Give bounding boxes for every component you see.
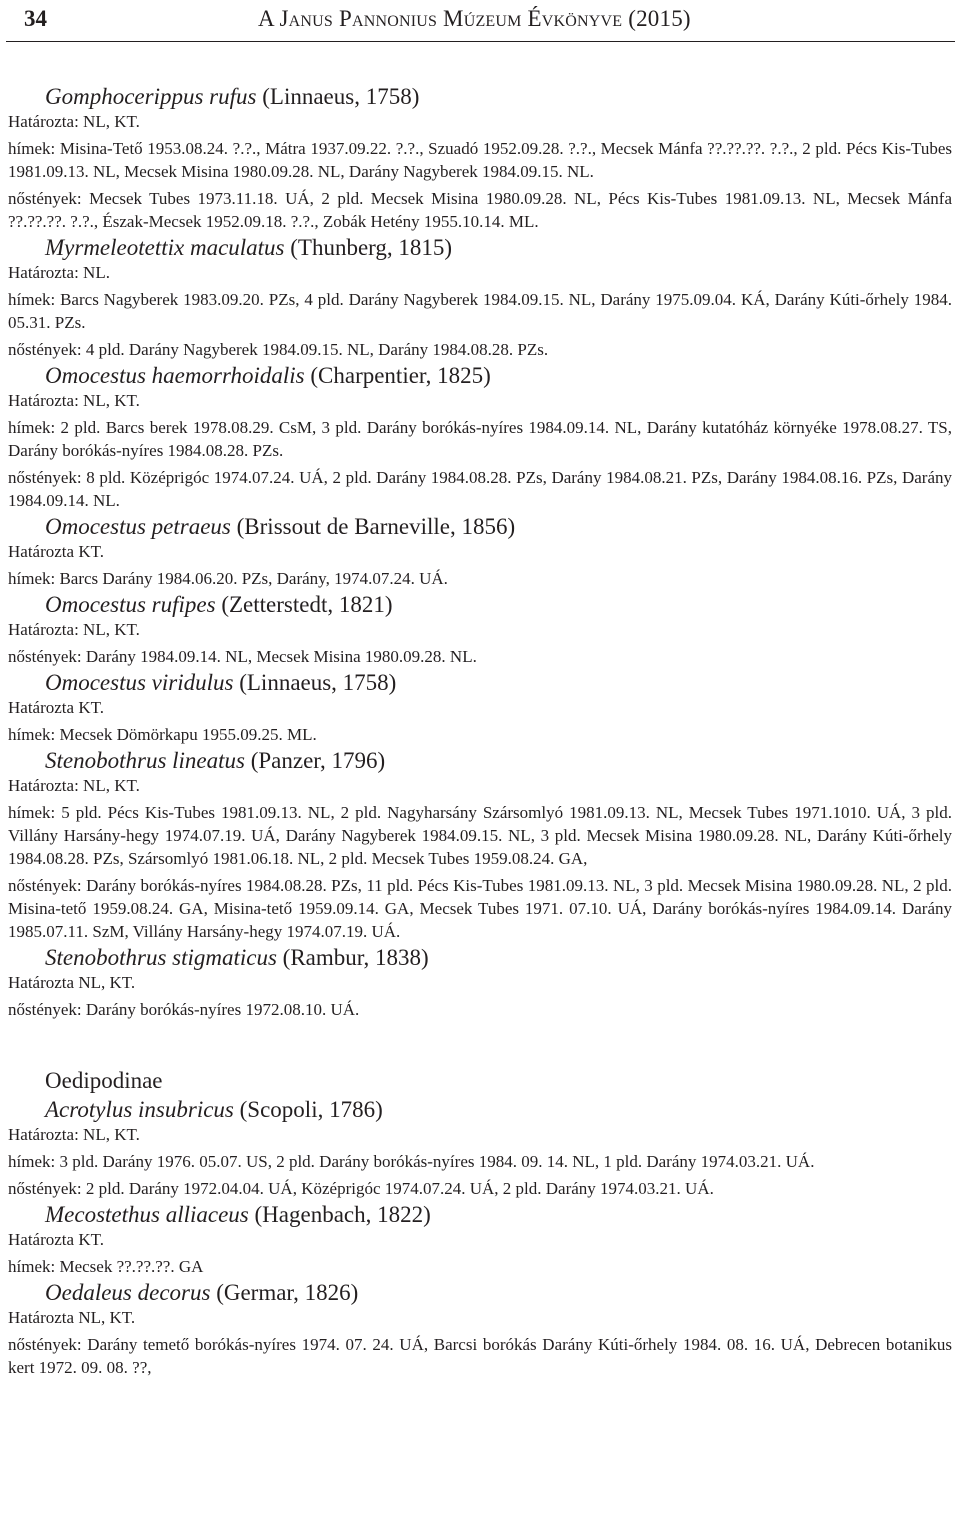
species-entry-stenobothrus-stigmaticus — [8, 943, 952, 1021]
species-author: (Germar, 1826) — [210, 1280, 359, 1305]
species-heading — [45, 361, 952, 390]
determined-by: Határozta: NL, KT. — [8, 391, 140, 410]
species-author: (Hagenbach, 1822) — [248, 1202, 431, 1227]
species-author: (Panzer, 1796) — [244, 748, 386, 773]
specimen-record: hímek: Barcs Darány 1984.06.20. PZs, Darány, 1974.07.24. UÁ. — [8, 569, 448, 588]
species-heading — [45, 668, 952, 697]
species-author: (Zetterstedt, 1821) — [215, 592, 393, 617]
gomphocerinae-entries — [8, 82, 952, 1021]
specimen-record: nőstények: Darány temető borókás-nyíres 1974. 07. 24. UÁ, Barcsi borókás Darány Kúti-őrhely 1984. 08. 16. UÁ, Debrecen botanikus kert 1972. 09. 08. ??, — [8, 1335, 952, 1377]
specimen-record: hímek: 5 pld. Pécs Kis-Tubes 1981.09.13. NL, 2 pld. Nagyharsány Szársomlyó 1981.09.13. NL, Mecsek Tubes 1971.1010. UÁ, 3 pld. Villány Harsány-hegy 1974.07.19. UÁ, Darány Nagyberek 1984.09.15. NL, 3 pld. Mecsek Misina 1980.09.28. NL, Darány Kúti-őrhely 1984.08.28. PZs, Szársomlyó 1981.06.18. NL, 2 pld. Mecsek Tubes 1959.08.24. GA, — [8, 803, 952, 868]
species-heading — [45, 746, 952, 775]
specimen-record: hímek: Misina-Tető 1953.08.24. ?.?., Mátra 1937.09.22. ?.?., Szuadó 1952.09.28. ?.?., Mecsek Mánfa ??.??.??. ?.?., 2 pld. Pécs Kis-Tubes 1981.09.13. NL, Mecsek Misina 1980.09.28. NL, Darány Nagyberek 1984.09.15. NL. — [8, 139, 952, 181]
species-author: (Rambur, 1838) — [276, 945, 429, 970]
species-heading — [45, 512, 952, 541]
page-number: 34 — [24, 6, 47, 31]
species-author: (Scopoli, 1786) — [233, 1097, 383, 1122]
scientific-name: Gomphocerippus rufus — [45, 84, 257, 109]
species-entry-mecostethus-alliaceus — [8, 1200, 952, 1278]
species-entry-omocestus-petraeus — [8, 512, 952, 590]
determined-by: Határozta: NL. — [8, 263, 110, 282]
scientific-name: Mecostethus alliaceus — [45, 1202, 249, 1227]
species-heading — [45, 1095, 952, 1124]
subfamily-heading: Oedipodinae — [45, 1068, 163, 1093]
determined-by: Határozta KT. — [8, 542, 104, 561]
species-heading — [45, 233, 952, 262]
determined-by: Határozta KT. — [8, 1230, 104, 1249]
species-entry-oedaleus-decorus — [8, 1278, 952, 1379]
species-author: (Linnaeus, 1758) — [233, 670, 397, 695]
specimen-record: hímek: Mecsek ??.??.??. GA — [8, 1257, 204, 1276]
page-header — [0, 0, 960, 44]
scientific-name: Oedaleus decorus — [45, 1280, 211, 1305]
species-list — [8, 82, 952, 1379]
species-author: (Linnaeus, 1758) — [256, 84, 420, 109]
determined-by: Határozta NL, KT. — [8, 973, 136, 992]
determined-by: Határozta: NL, KT. — [8, 620, 140, 639]
specimen-record: hímek: Mecsek Dömörkapu 1955.09.25. ML. — [8, 725, 317, 744]
species-entry-myrmeleotettix-maculatus — [8, 233, 952, 361]
scientific-name: Omocestus rufipes — [45, 592, 216, 617]
specimen-record: nőstények: Darány borókás-nyíres 1972.08.10. UÁ. — [8, 1000, 360, 1019]
specimen-record: nőstények: Darány borókás-nyíres 1984.08.28. PZs, 11 pld. Pécs Kis-Tubes 1981.09.13. NL, 3 pld. Mecsek Misina 1980.09.28. NL, 2 pld. Misina-tető 1959.08.24. GA, Misina-tető 1959.09.14. GA, Mecsek Tubes 1971. 07.10. UÁ, Darány borókás-nyíres 1984.09.14. Darány 1985.07.11. SzM, Villány Harsány-hegy 1974.07.19. UÁ. — [8, 876, 952, 941]
species-heading — [45, 82, 952, 111]
species-entry-omocestus-haemorrhoidalis — [8, 361, 952, 512]
journal-title: A Janus Pannonius Múzeum Évkönyve (2015) — [258, 6, 691, 31]
specimen-record: hímek: 3 pld. Darány 1976. 05.07. US, 2 pld. Darány borókás-nyíres 1984. 09. 14. NL, 1 pld. Darány 1974.03.21. UÁ. — [8, 1152, 815, 1171]
specimen-record: hímek: Barcs Nagyberek 1983.09.20. PZs, 4 pld. Darány Nagyberek 1984.09.15. NL, Darány 1975.09.04. KÁ, Darány Kúti-őrhely 1984. 05.31. PZs. — [8, 290, 952, 332]
determined-by: Határozta NL, KT. — [8, 1308, 136, 1327]
determined-by: Határozta: NL, KT. — [8, 1125, 140, 1144]
specimen-record: hímek: 2 pld. Barcs berek 1978.08.29. CsM, 3 pld. Darány borókás-nyíres 1984.09.14. NL, Darány kutatóház környéke 1978.08.27. TS, Darány borókás-nyíres 1984.08.28. PZs. — [8, 418, 952, 460]
specimen-record: nőstények: 2 pld. Darány 1972.04.04. UÁ, Középrigóc 1974.07.24. UÁ, 2 pld. Darány 1974.03.21. UÁ. — [8, 1179, 714, 1198]
oedipodinae-entries — [8, 1095, 952, 1379]
species-entry-acrotylus-insubricus — [8, 1095, 952, 1200]
specimen-record: nőstények: Mecsek Tubes 1973.11.18. UÁ, 2 pld. Mecsek Misina 1980.09.28. NL, Pécs Kis-Tubes 1981.09.13. NL, Mecsek Mánfa ??.??.??. ?.?., Észak-Mecsek 1952.09.18. ?.?., Zobák Hetény 1955.10.14. ML. — [8, 189, 952, 231]
specimen-record: nőstények: 8 pld. Középrigóc 1974.07.24. UÁ, 2 pld. Darány 1984.08.28. PZs, Darány 1984.08.21. PZs, Darány 1984.08.16. PZs, Darány 1984.09.14. NL. — [8, 468, 952, 510]
determined-by: Határozta: NL, KT. — [8, 112, 140, 131]
species-author: (Brissout de Barneville, 1856) — [230, 514, 516, 539]
species-entry-omocestus-rufipes — [8, 590, 952, 668]
scientific-name: Acrotylus insubricus — [45, 1097, 234, 1122]
species-entry-gomphocerippus-rufus — [8, 82, 952, 233]
species-author: (Charpentier, 1825) — [304, 363, 491, 388]
species-heading — [45, 1278, 952, 1307]
scientific-name: Omocestus haemorrhoidalis — [45, 363, 305, 388]
species-heading — [45, 943, 952, 972]
specimen-record: nőstények: 4 pld. Darány Nagyberek 1984.09.15. NL, Darány 1984.08.28. PZs. — [8, 340, 549, 359]
header-rule — [6, 41, 955, 42]
determined-by: Határozta: NL, KT. — [8, 776, 140, 795]
scientific-name: Stenobothrus lineatus — [45, 748, 245, 773]
species-heading — [45, 590, 952, 619]
species-heading — [45, 1200, 952, 1229]
species-author: (Thunberg, 1815) — [284, 235, 453, 260]
specimen-record: nőstények: Darány 1984.09.14. NL, Mecsek Misina 1980.09.28. NL. — [8, 647, 477, 666]
scientific-name: Stenobothrus stigmaticus — [45, 945, 277, 970]
scientific-name: Omocestus viridulus — [45, 670, 234, 695]
species-entry-stenobothrus-lineatus — [8, 746, 952, 943]
scientific-name: Omocestus petraeus — [45, 514, 231, 539]
scientific-name: Myrmeleotettix maculatus — [45, 235, 285, 260]
determined-by: Határozta KT. — [8, 698, 104, 717]
species-entry-omocestus-viridulus — [8, 668, 952, 746]
